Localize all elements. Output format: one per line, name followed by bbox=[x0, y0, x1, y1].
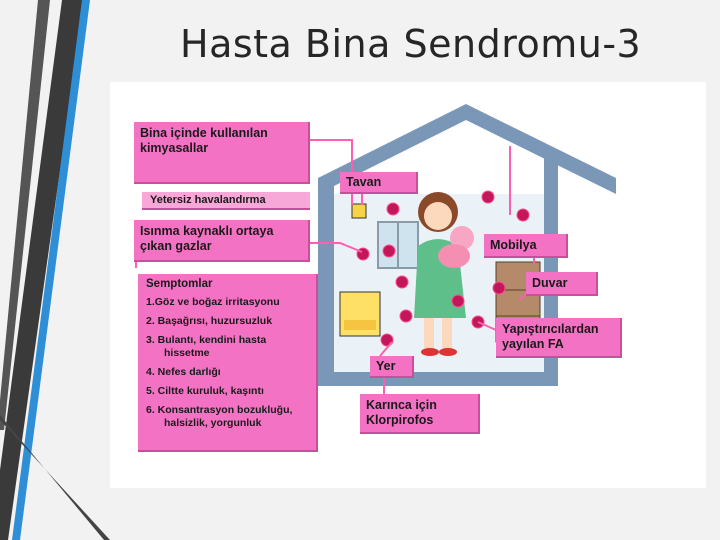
symptom-item: 4. Nefes darlığı bbox=[146, 366, 221, 378]
symptoms-heading: Semptomlar bbox=[146, 278, 213, 290]
label-ceiling: Tavan bbox=[340, 172, 418, 194]
label-ventilation: Yetersiz havalandırma bbox=[142, 192, 310, 210]
symptom-item-continued: halsizlik, yorgunluk bbox=[164, 417, 262, 429]
label-floor: Yer bbox=[370, 356, 414, 378]
symptom-item: 6. Konsantrasyon bozukluğu, bbox=[146, 404, 293, 416]
symptom-item: 3. Bulantı, kendini hasta bbox=[146, 334, 267, 346]
label-furniture: Mobilya bbox=[484, 234, 568, 258]
symptom-item: 5. Ciltte kuruluk, kaşıntı bbox=[146, 385, 264, 397]
symptom-item: 1.Göz ve boğaz irritasyonu bbox=[146, 296, 280, 308]
slide-title: Hasta Bina Sendromu-3 bbox=[180, 22, 642, 66]
label-wall: Duvar bbox=[526, 272, 598, 296]
symptom-item-continued: hissetme bbox=[164, 347, 210, 359]
label-ant-spray: Karınca için Klorpirofos bbox=[360, 394, 480, 434]
label-chemicals: Bina içinde kullanılan kimyasallar bbox=[134, 122, 310, 184]
symptom-item: 2. Başağrısı, huzursuzluk bbox=[146, 315, 273, 327]
label-heating: Isınma kaynaklı ortaya çıkan gazlar bbox=[134, 220, 310, 262]
symptoms-box bbox=[138, 274, 318, 452]
label-adhesives: Yapıştırıcılardan yayılan FA bbox=[496, 318, 622, 358]
